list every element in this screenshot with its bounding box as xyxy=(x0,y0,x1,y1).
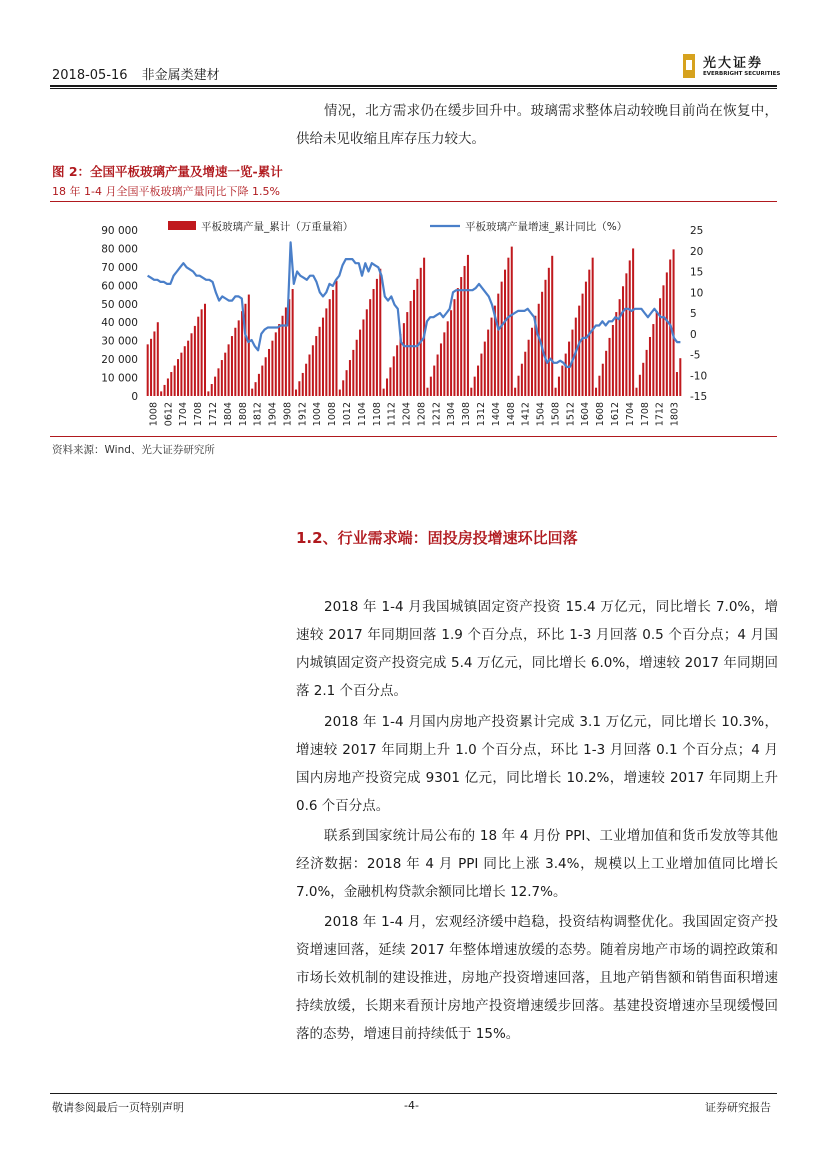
bar xyxy=(231,336,233,396)
bar xyxy=(440,343,442,396)
bar xyxy=(170,372,172,396)
bar xyxy=(234,328,236,396)
bar xyxy=(507,258,509,396)
bar xyxy=(369,299,371,396)
bar xyxy=(282,316,284,396)
bar xyxy=(437,355,439,397)
x-tick-label: 1404 xyxy=(490,402,502,427)
bar xyxy=(612,325,614,396)
bar xyxy=(565,354,567,396)
bar xyxy=(447,321,449,396)
bar xyxy=(302,373,304,396)
bar xyxy=(339,390,341,396)
bar xyxy=(207,391,209,396)
bar xyxy=(595,388,597,396)
bar xyxy=(308,355,310,397)
bar xyxy=(184,346,186,396)
bar xyxy=(305,364,307,396)
bar xyxy=(487,330,489,396)
y-left-tick-label: 50 000 xyxy=(101,298,138,311)
bar xyxy=(622,286,624,396)
header-rule xyxy=(50,85,777,87)
bar xyxy=(373,289,375,396)
bar xyxy=(406,312,408,396)
bar xyxy=(544,280,546,396)
y-right-tick-label: -15 xyxy=(690,391,708,403)
bar xyxy=(147,344,149,396)
bar xyxy=(349,360,351,396)
x-tick-label: 1808 xyxy=(237,402,249,427)
bar xyxy=(609,338,611,396)
bar xyxy=(676,372,678,396)
x-tick-label: 1912 xyxy=(297,402,309,427)
bar xyxy=(484,342,486,396)
figure-top-rule xyxy=(50,201,777,202)
bar xyxy=(238,320,240,396)
bar xyxy=(635,388,637,396)
bar xyxy=(470,388,472,396)
y-left-tick-label: 80 000 xyxy=(101,243,138,256)
x-tick-label: 1704 xyxy=(624,402,636,427)
bar xyxy=(558,377,560,396)
chart xyxy=(50,208,777,436)
y-left-tick-label: 20 000 xyxy=(101,354,138,367)
bar xyxy=(292,289,294,396)
x-tick-label: 1612 xyxy=(610,402,621,427)
bar xyxy=(271,341,273,396)
bar xyxy=(568,342,570,396)
bar xyxy=(315,336,317,396)
x-tick-label: 1608 xyxy=(595,402,607,427)
bar xyxy=(359,330,361,396)
bar xyxy=(474,377,476,396)
y-left-tick-label: 70 000 xyxy=(101,261,138,274)
bar xyxy=(464,266,466,396)
bar xyxy=(410,301,412,396)
figure-bottom-rule xyxy=(50,436,777,437)
bar xyxy=(605,351,607,396)
bar xyxy=(241,311,243,396)
bar xyxy=(639,375,641,396)
bar xyxy=(656,311,658,396)
bar xyxy=(244,304,246,396)
bar xyxy=(153,331,155,396)
bar xyxy=(433,366,435,396)
bar xyxy=(582,294,584,396)
x-tick-label: 1112 xyxy=(386,402,398,427)
bar xyxy=(666,272,668,396)
bar xyxy=(180,353,182,396)
bar xyxy=(659,298,661,396)
bar xyxy=(177,359,179,396)
x-tick-label: 1004 xyxy=(312,402,324,427)
bar xyxy=(501,282,503,396)
bar xyxy=(379,269,381,396)
x-axis xyxy=(148,402,680,426)
bar xyxy=(592,258,594,396)
bar xyxy=(625,273,627,396)
bar xyxy=(255,382,257,396)
legend-label-bars: 平板玻璃产量_累计（万重量箱） xyxy=(201,221,354,233)
bar xyxy=(164,385,166,396)
report-date: 2018-05-16 xyxy=(52,68,128,83)
bar xyxy=(251,389,253,396)
bar xyxy=(517,376,519,396)
bar xyxy=(278,324,280,396)
bar xyxy=(528,340,530,396)
bar xyxy=(629,260,631,396)
x-tick-label: 1904 xyxy=(267,402,279,427)
bar xyxy=(393,356,395,396)
x-tick-label: 1803 xyxy=(669,402,681,427)
bar xyxy=(325,308,327,396)
bar xyxy=(426,388,428,396)
bar xyxy=(228,344,230,396)
bar xyxy=(538,304,540,396)
bar xyxy=(248,295,250,396)
bar xyxy=(204,304,206,396)
page-number: -4- xyxy=(404,1099,419,1112)
y-right-tick-label: 0 xyxy=(690,328,697,341)
y-right-tick-label: 15 xyxy=(690,266,704,279)
x-tick-label: 1512 xyxy=(565,402,577,427)
bar xyxy=(356,340,358,396)
y-left-tick-label: 90 000 xyxy=(101,225,138,237)
bar xyxy=(491,318,493,396)
y-axis-right xyxy=(690,225,707,403)
bar xyxy=(430,377,432,396)
header-meta xyxy=(52,64,234,83)
bar xyxy=(416,279,418,396)
bar xyxy=(460,277,462,396)
y-left-tick-label: 60 000 xyxy=(101,280,138,293)
x-tick-label: 1712 xyxy=(208,402,219,427)
x-tick-label: 1304 xyxy=(446,402,458,427)
header-rule-thin xyxy=(50,88,777,89)
bar xyxy=(457,288,459,396)
bar xyxy=(396,345,398,396)
bar xyxy=(548,268,550,396)
bar xyxy=(649,337,651,396)
y-right-tick-label: 5 xyxy=(690,308,697,320)
body-paragraph-1: 2018 年 1-4 月我国城镇固定资产投资 15.4 万亿元，同比增长 7.0%，增速较 2017 年同期回落 1.9 个百分点，环比 1-3 月回落 0.5 个百分点；4 月国内城镇固定资产投资完成 5.4 万亿元，同比增长 6.0%，增速较 2017 年同期回落 2.1 个百分点。 xyxy=(296,599,778,699)
x-tick-label: 1208 xyxy=(416,402,428,427)
bar xyxy=(224,353,226,396)
logo-name-cn: 光大证券 xyxy=(703,56,764,71)
bar xyxy=(214,377,216,396)
bar xyxy=(477,366,479,396)
figure-subtitle: 18 年 1-4 月全国平板玻璃产量同比下降 1.5% xyxy=(52,185,280,198)
bar xyxy=(578,306,580,396)
bar xyxy=(174,366,176,396)
bar xyxy=(467,255,469,396)
x-tick-label: 1704 xyxy=(178,402,190,427)
y-left-tick-label: 30 000 xyxy=(101,335,138,348)
bar xyxy=(480,354,482,396)
bar xyxy=(497,294,499,396)
figure-source: 资料来源：Wind、光大证券研究所 xyxy=(52,444,215,456)
x-tick-label: 1412 xyxy=(520,402,532,427)
x-tick-label: 1008 xyxy=(148,402,160,427)
bar xyxy=(265,357,267,396)
x-tick-label: 1108 xyxy=(371,402,383,427)
bar xyxy=(190,333,192,396)
legend-swatch-bars xyxy=(168,221,196,230)
x-tick-label: 1408 xyxy=(505,402,517,427)
bar xyxy=(322,318,324,396)
bar xyxy=(642,363,644,396)
bar xyxy=(679,358,681,396)
bar xyxy=(362,319,364,396)
footer-doc-type: 证券研究报告 xyxy=(705,1101,771,1114)
x-tick-label: 1908 xyxy=(282,402,294,427)
logo-mark-icon xyxy=(683,54,695,78)
body-paragraph-4: 2018 年 1-4 月，宏观经济缓中趋稳，投资结构调整优化。我国固定资产投资增速回落，延续 2017 年整体增速放缓的态势。随着房地产市场的调控政策和市场长效机制的建设推进，房地产投资增速回落，且地产销售额和销售面积增速持续放缓，长期来看预计房地产投资增速缓步回落。基建投资增速亦呈现缓慢回落的态势，增速目前持续低于 15%。 xyxy=(296,914,778,1042)
x-tick-label: 1812 xyxy=(252,402,264,427)
x-tick-label: 1008 xyxy=(327,402,339,427)
bar xyxy=(342,380,344,396)
bar xyxy=(602,364,604,396)
bar xyxy=(346,370,348,396)
bar xyxy=(386,378,388,396)
y-axis-left xyxy=(101,225,138,403)
bar xyxy=(504,270,506,396)
x-tick-label: 1508 xyxy=(550,402,562,427)
bar xyxy=(319,327,321,396)
figure-title: 图 2：全国平板玻璃产量及增速一览-累计 xyxy=(52,164,283,179)
bar xyxy=(453,299,455,396)
body-paragraph-3: 联系到国家统计局公布的 18 年 4 月份 PPI、工业增加值和货币发放等其他经济数据：2018 年 4 月 PPI 同比上涨 3.4%，规模以上工业增加值同比增长 7.0%，金融机构贷款余额同比增长 12.7%。 xyxy=(296,828,778,900)
bar xyxy=(329,299,331,396)
x-tick-label: 1104 xyxy=(356,402,368,427)
bar xyxy=(575,318,577,396)
bar xyxy=(335,281,337,396)
x-tick-label: 1804 xyxy=(222,402,234,427)
bar xyxy=(673,249,675,396)
x-tick-label: 1012 xyxy=(342,402,353,427)
y-right-tick-label: -5 xyxy=(690,349,701,362)
bar xyxy=(531,328,533,396)
bar xyxy=(197,317,199,396)
bar xyxy=(646,350,648,396)
y-left-tick-label: 10 000 xyxy=(101,372,138,385)
logo-name-en: EVERBRIGHT SECURITIES xyxy=(703,71,781,77)
bar xyxy=(615,312,617,396)
bar xyxy=(598,376,600,396)
bar xyxy=(632,248,634,396)
bar xyxy=(389,367,391,396)
x-tick-label: 1204 xyxy=(401,402,413,427)
footer-disclaimer: 敬请参阅最后一页特别声明 xyxy=(52,1101,184,1114)
intro-paragraph: 情况，北方需求仍在缓步回升中。玻璃需求整体启动较晚目前尚在恢复中，供给未见收缩且库存压力较大。 xyxy=(296,103,778,147)
bar xyxy=(157,322,159,396)
chart-legend xyxy=(168,220,627,233)
y-left-tick-label: 40 000 xyxy=(101,317,138,330)
x-tick-label: 1212 xyxy=(431,402,443,427)
y-right-tick-label: 25 xyxy=(690,225,704,237)
bar xyxy=(150,339,152,396)
bar xyxy=(521,364,523,396)
x-tick-label: 1312 xyxy=(476,402,487,427)
bar xyxy=(194,326,196,396)
x-tick-label: 1308 xyxy=(461,402,473,427)
body-paragraph-2: 2018 年 1-4 月国内房地产投资累计完成 3.1 万亿元，同比增长 10.3%，增速较 2017 年同期上升 1.0 个百分点，环比 1-3 月回落 0.1 个百分点；4 月国内房地产投资完成 9301 亿元，同比增长 10.2%，增速较 2017 年同期上升 0.6 个百分点。 xyxy=(296,714,778,814)
x-tick-label: 1604 xyxy=(580,402,592,427)
bar xyxy=(443,332,445,396)
bar xyxy=(275,332,277,396)
bar xyxy=(413,290,415,396)
section-heading: 1.2、行业需求端：固投房投增速环比回落 xyxy=(296,529,578,547)
x-tick-label: 1708 xyxy=(193,402,205,427)
y-left-tick-label: 0 xyxy=(131,391,138,403)
bar xyxy=(555,388,557,396)
bar xyxy=(221,360,223,396)
legend-label-line: 平板玻璃产量增速_累计同比（%） xyxy=(465,221,628,233)
bar xyxy=(366,309,368,396)
report-sector: 非金属类建材 xyxy=(141,68,220,83)
footer-rule xyxy=(50,1093,777,1094)
bar xyxy=(217,368,219,396)
bar xyxy=(524,352,526,396)
bar xyxy=(201,309,203,396)
bar xyxy=(312,345,314,396)
x-tick-label: 1708 xyxy=(639,402,651,427)
x-tick-label: 1712 xyxy=(654,402,666,427)
y-right-tick-label: 10 xyxy=(690,287,704,300)
bar xyxy=(652,324,654,396)
bar xyxy=(211,384,213,396)
bar xyxy=(662,285,664,396)
bar xyxy=(376,279,378,396)
bar xyxy=(403,323,405,396)
bar xyxy=(160,391,162,396)
x-tick-label: 0612 xyxy=(163,402,175,427)
y-right-tick-label: -10 xyxy=(690,370,708,383)
bar xyxy=(450,310,452,396)
bar xyxy=(332,290,334,396)
bar xyxy=(561,366,563,396)
bar xyxy=(268,349,270,396)
bar xyxy=(352,350,354,396)
bar xyxy=(383,389,385,396)
bar xyxy=(551,256,553,396)
bar xyxy=(298,381,300,396)
bar xyxy=(514,388,516,396)
bar xyxy=(258,374,260,396)
bar xyxy=(187,341,189,396)
bar xyxy=(261,366,263,396)
x-tick-label: 1504 xyxy=(535,402,547,427)
y-right-tick-label: 20 xyxy=(690,245,704,258)
bar xyxy=(295,390,297,396)
bar xyxy=(420,268,422,396)
bar xyxy=(511,247,513,396)
bar xyxy=(167,378,169,396)
brand-logo xyxy=(683,52,779,84)
